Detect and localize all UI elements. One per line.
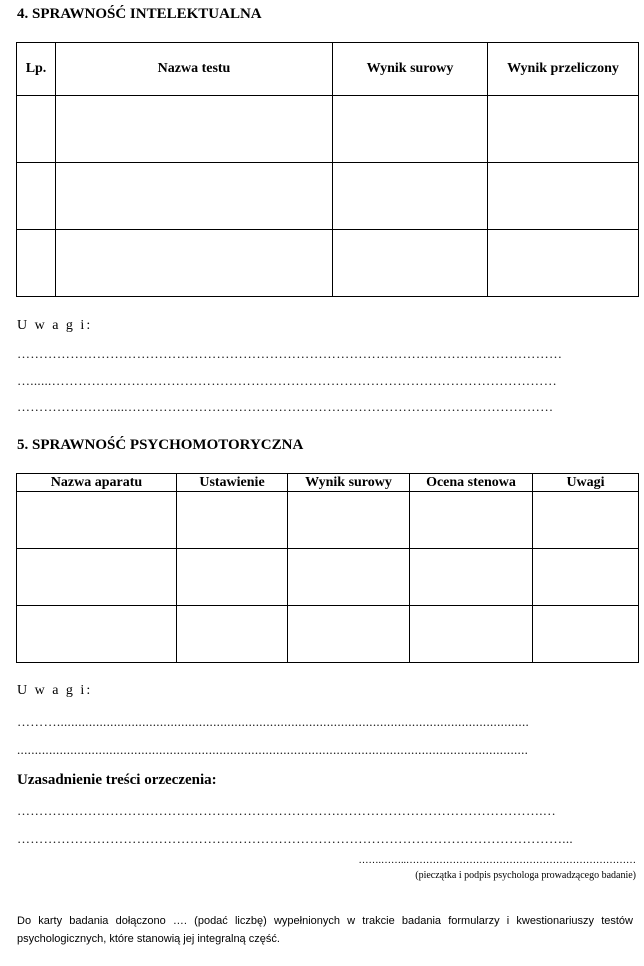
- table-header-row: [17, 43, 639, 96]
- cell[interactable]: [410, 549, 533, 606]
- cell[interactable]: [177, 606, 288, 663]
- col-header-raw-score: Wynik surowy: [333, 43, 488, 96]
- cell[interactable]: [410, 492, 533, 549]
- table-row: [17, 606, 639, 663]
- col-header-raw-score: Wynik surowy: [288, 474, 410, 492]
- remarks-line[interactable]: ................................................................................................................................................: [17, 742, 529, 757]
- table-row: [17, 96, 639, 163]
- cell[interactable]: [288, 549, 410, 606]
- col-header-remarks: Uwagi: [533, 474, 639, 492]
- cell[interactable]: [533, 549, 639, 606]
- cell[interactable]: [333, 230, 488, 297]
- table-header-row: [17, 474, 639, 492]
- remarks-line[interactable]: …......……………………………………………………………………………………………………: [17, 373, 557, 388]
- cell[interactable]: [333, 96, 488, 163]
- cell[interactable]: [17, 606, 177, 663]
- cell[interactable]: [288, 606, 410, 663]
- cell[interactable]: [17, 163, 56, 230]
- cell[interactable]: [177, 492, 288, 549]
- remarks-label: U w a g i:: [17, 318, 93, 333]
- intellectual-table: [16, 42, 639, 297]
- cell[interactable]: [17, 492, 177, 549]
- table-row: [17, 549, 639, 606]
- cell[interactable]: [177, 549, 288, 606]
- remarks-line[interactable]: ……….....................................................................................................................................: [17, 714, 530, 729]
- col-header-setting: Ustawienie: [177, 474, 288, 492]
- remarks-label: U w a g i:: [17, 683, 93, 698]
- col-header-sten-score: Ocena stenowa: [410, 474, 533, 492]
- cell[interactable]: [17, 549, 177, 606]
- col-header-lp: Lp.: [17, 43, 56, 96]
- col-header-converted-score: Wynik przeliczony: [488, 43, 639, 96]
- cell[interactable]: [533, 606, 639, 663]
- justification-line[interactable]: ……………………………………………………………….……………………………………….…: [17, 803, 557, 818]
- cell[interactable]: [17, 96, 56, 163]
- cell[interactable]: [17, 230, 56, 297]
- section5-title: 5. SPRAWNOŚĆ PSYCHOMOTORYCZNA: [17, 437, 304, 453]
- cell[interactable]: [56, 163, 333, 230]
- table-row: [17, 492, 639, 549]
- signature-line[interactable]: …….……..……………………………………………………………: [358, 855, 636, 866]
- justification-line[interactable]: ……………………………………………………………………………………………………………...: [17, 831, 573, 846]
- cell[interactable]: [410, 606, 533, 663]
- table-row: [17, 230, 639, 297]
- justification-title: Uzasadnienie treści orzeczenia:: [17, 772, 217, 788]
- cell[interactable]: [333, 163, 488, 230]
- section4-title: 4. SPRAWNOŚĆ INTELEKTUALNA: [17, 6, 262, 22]
- cell[interactable]: [533, 492, 639, 549]
- cell[interactable]: [488, 163, 639, 230]
- remarks-line[interactable]: ………………….....……………………………………………………………………………………: [17, 399, 554, 414]
- cell[interactable]: [488, 230, 639, 297]
- cell[interactable]: [56, 230, 333, 297]
- table-row: [17, 163, 639, 230]
- attachment-note: Do karty badania dołączono …. (podać liczbę) wypełnionych w trakcie badania formularzy i kwestionariuszy testów psychologicznych, które stanowią jej integralną część.: [17, 915, 633, 945]
- psychomotor-table: [16, 473, 639, 663]
- cell[interactable]: [56, 96, 333, 163]
- col-header-device-name: Nazwa aparatu: [17, 474, 177, 492]
- remarks-line[interactable]: ……………………………………………………………………………………………………………: [17, 346, 563, 361]
- cell[interactable]: [488, 96, 639, 163]
- col-header-test-name: Nazwa testu: [56, 43, 333, 96]
- cell[interactable]: [288, 492, 410, 549]
- signature-caption: (pieczątka i podpis psychologa prowadzącego badanie): [415, 870, 636, 881]
